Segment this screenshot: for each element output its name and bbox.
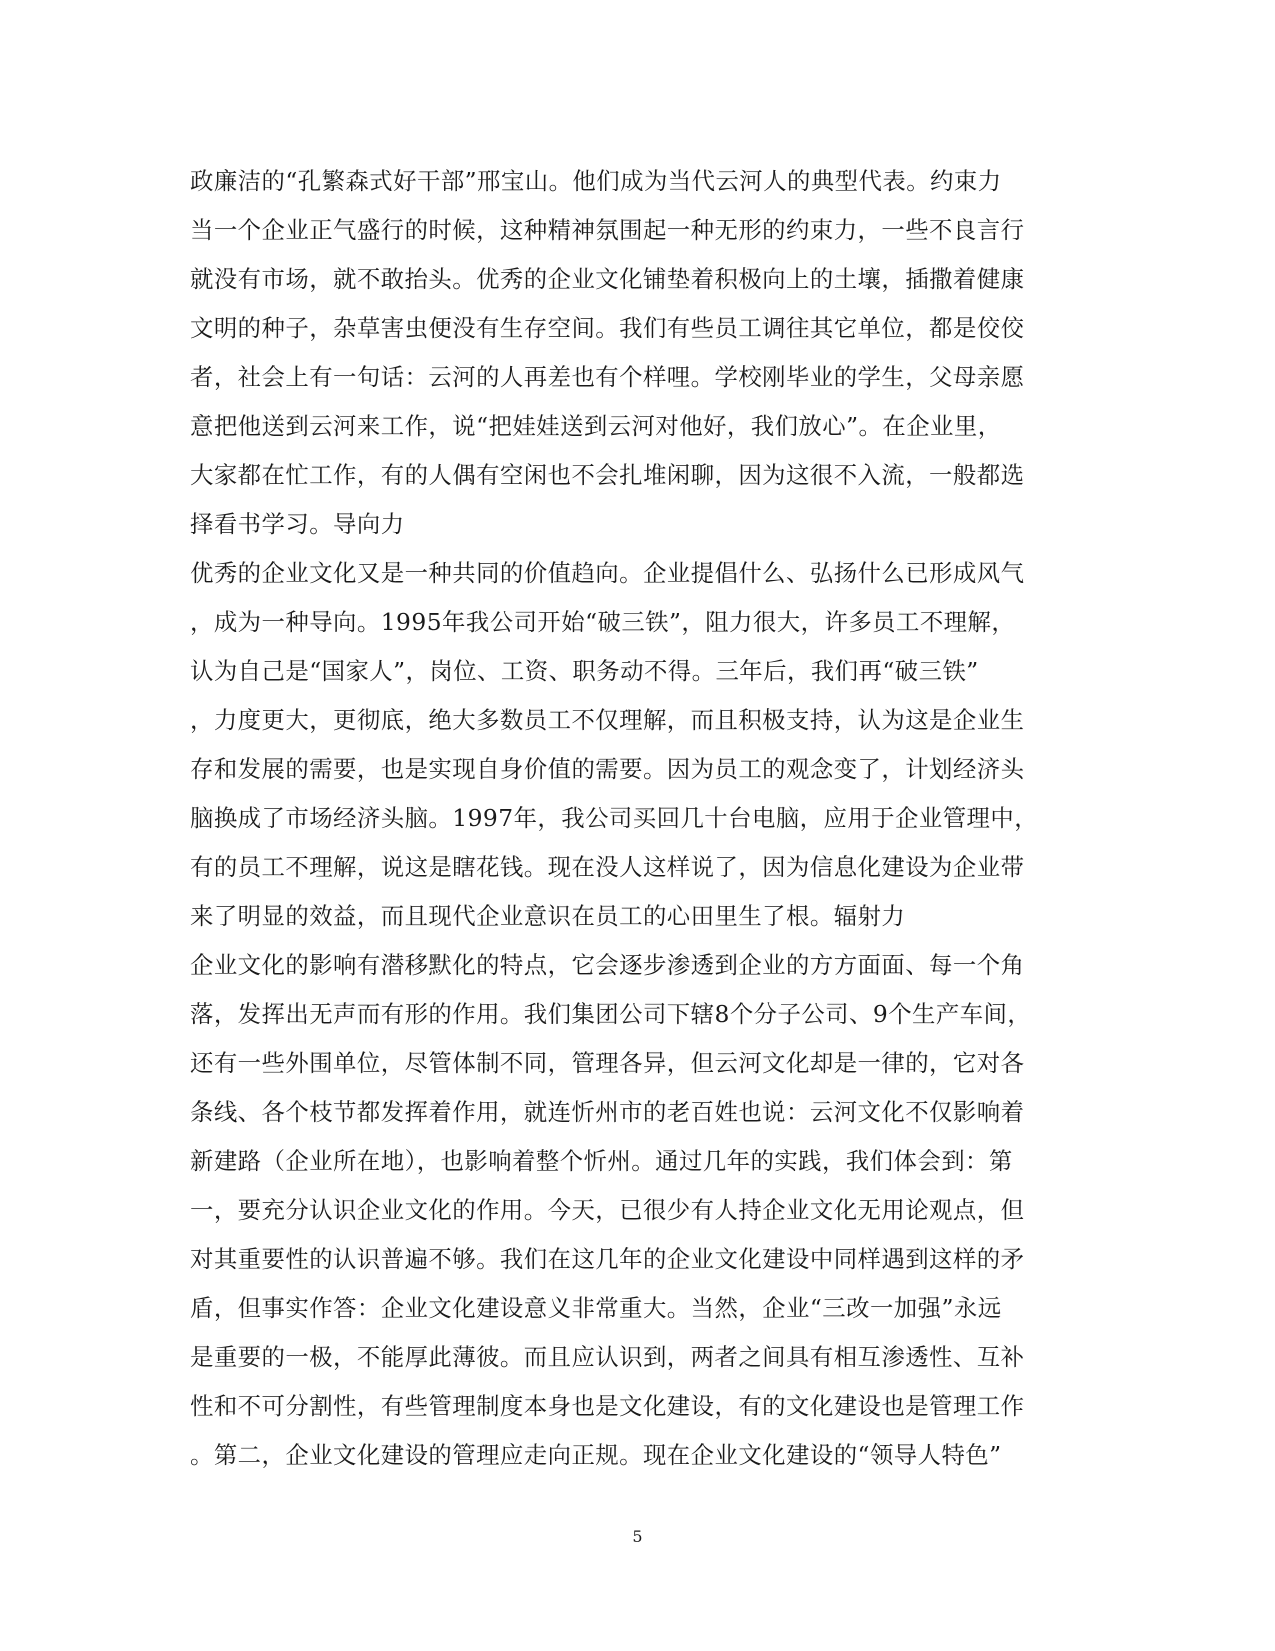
text-line: 文明的种子，杂草害虫便没有生存空间。我们有些员工调往其它单位，都是佼佼 (190, 314, 1025, 342)
text-line: 落，发挥出无声而有形的作用。我们集团公司下辖8个分子公司、9个生产车间， (190, 1000, 1032, 1028)
text-line: 意把他送到云河来工作，说“把娃娃送到云河对他好，我们放心”。在企业里， (190, 412, 1002, 440)
text-line: 对其重要性的认识普遍不够。我们在这几年的企业文化建设中同样遇到这样的矛 (190, 1245, 1025, 1273)
text-line: 一，要充分认识企业文化的作用。今天，已很少有人持企业文化无用论观点，但 (190, 1196, 1025, 1224)
text-line: 政廉洁的“孔繁森式好干部”邢宝山。他们成为当代云河人的典型代表。约束力 (190, 167, 1002, 195)
text-line: 性和不可分割性，有些管理制度本身也是文化建设，有的文化建设也是管理工作 (190, 1392, 1025, 1420)
text-line: 来了明显的效益，而且现代企业意识在员工的心田里生了根。辐射力 (190, 902, 906, 930)
text-line: 条线、各个枝节都发挥着作用，就连忻州市的老百姓也说：云河文化不仅影响着 (190, 1098, 1025, 1126)
text-line: 大家都在忙工作，有的人偶有空闲也不会扎堆闲聊，因为这很不入流，一般都选 (190, 461, 1025, 489)
text-line: 。第二，企业文化建设的管理应走向正规。现在企业文化建设的“领导人特色” (190, 1441, 1002, 1469)
text-line: 优秀的企业文化又是一种共同的价值趋向。企业提倡什么、弘扬什么已形成风气 (190, 559, 1025, 587)
text-line: ，成为一种导向。1995年我公司开始“破三铁”，阻力很大，许多员工不理解， (190, 608, 1016, 636)
text-line: 是重要的一极，不能厚此薄彼。而且应认识到，两者之间具有相互渗透性、互补 (190, 1343, 1025, 1371)
text-line: 认为自己是“国家人”，岗位、工资、职务动不得。三年后，我们再“破三铁” (190, 657, 979, 685)
text-line: 存和发展的需要，也是实现自身价值的需要。因为员工的观念变了，计划经济头 (190, 755, 1025, 783)
text-line: 有的员工不理解，说这是瞎花钱。现在没人这样说了，因为信息化建设为企业带 (190, 853, 1025, 881)
text-line: 就没有市场，就不敢抬头。优秀的企业文化铺垫着积极向上的土壤，插撒着健康 (190, 265, 1025, 293)
text-line: 新建路（企业所在地），也影响着整个忻州。通过几年的实践，我们体会到：第 (190, 1147, 1013, 1175)
body-text (190, 157, 1070, 1480)
text-line: 择看书学习。导向力 (190, 510, 405, 538)
text-line: 脑换成了市场经济头脑。1997年，我公司买回几十台电脑，应用于企业管理中， (190, 804, 1039, 832)
text-line: 盾，但事实作答：企业文化建设意义非常重大。当然，企业“三改一加强”永远 (190, 1294, 1002, 1322)
text-line: 者，社会上有一句话：云河的人再差也有个样哩。学校刚毕业的学生，父母亲愿 (190, 363, 1025, 391)
text-line: 企业文化的影响有潜移默化的特点，它会逐步渗透到企业的方方面面、每一个角 (190, 951, 1025, 979)
text-line: 还有一些外围单位，尽管体制不同，管理各异，但云河文化却是一律的，它对各 (190, 1049, 1025, 1077)
text-line: 当一个企业正气盛行的时候，这种精神氛围起一种无形的约束力，一些不良言行 (190, 216, 1025, 244)
text-line: ，力度更大，更彻底，绝大多数员工不仅理解，而且积极支持，认为这是企业生 (190, 706, 1025, 734)
page-number: 5 (632, 1527, 643, 1546)
